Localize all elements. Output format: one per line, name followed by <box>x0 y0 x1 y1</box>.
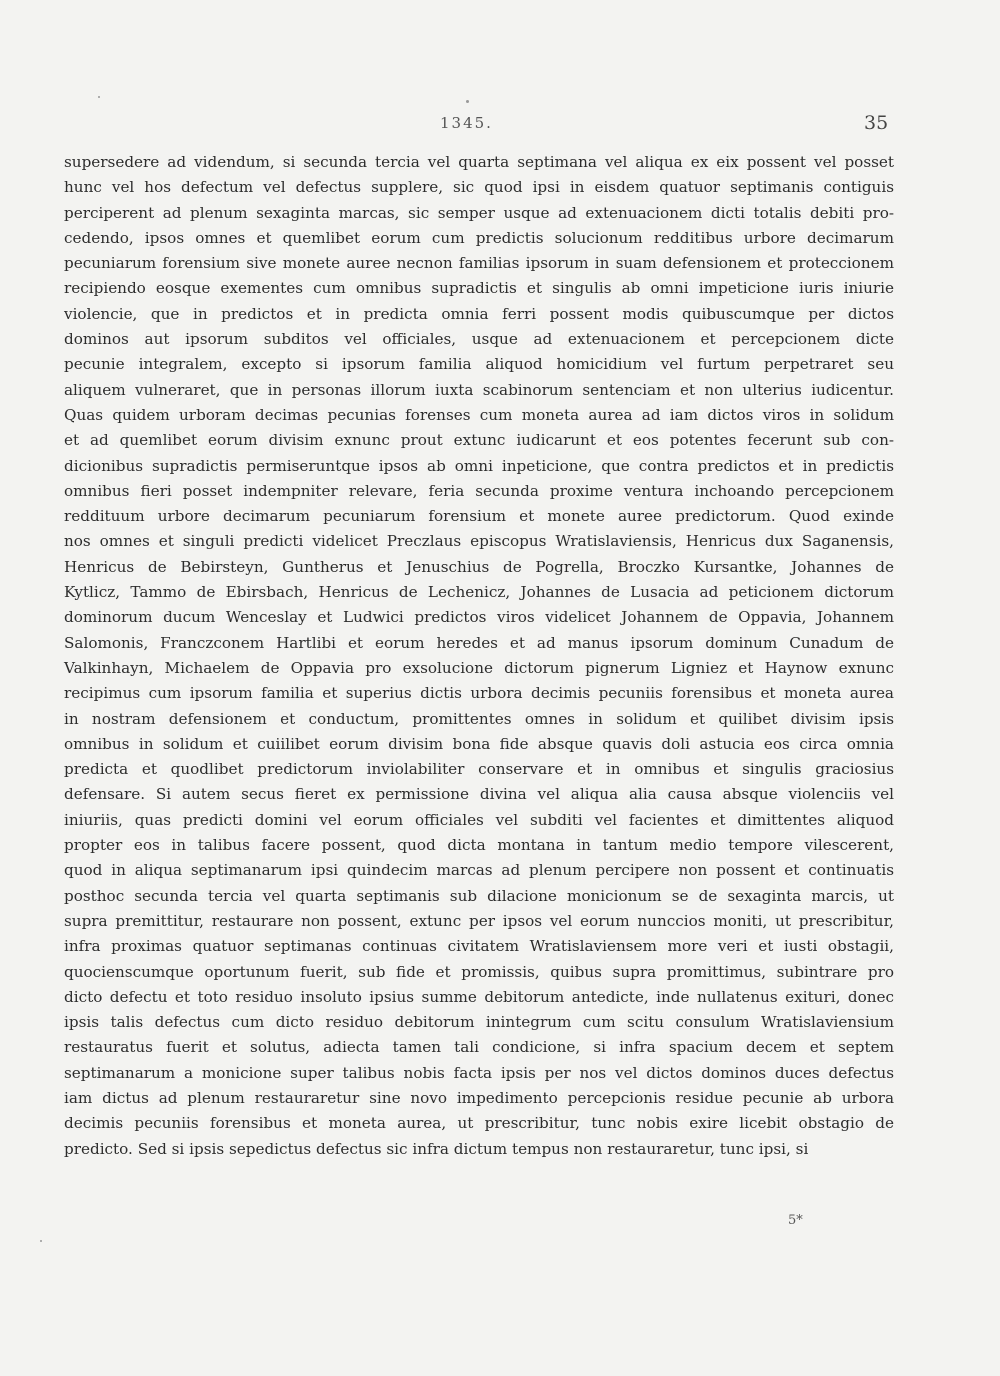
text-line: dominos aut ipsorum subditos vel officiales, usque ad extenuacionem et percepcionem dicte <box>64 330 894 349</box>
text-line: hunc vel hos defectum vel defectus supplere, sic quod ipsi in eisdem quatuor septimanis contiguis <box>64 178 894 197</box>
text-line: Salomonis, Franczconem Hartlibi et eorum heredes et ad manus ipsorum dominum Cunadum de <box>64 633 894 652</box>
text-line: iam dictus ad plenum restauraretur sine novo impedimento percepcionis residue pecunie ab urbora <box>64 1088 894 1107</box>
text-line: omnibus in solidum et cuiilibet eorum divisim bona fide absque quavis doli astucia eos circa omnia <box>64 734 894 753</box>
text-line: nos omnes et singuli predicti videlicet Preczlaus episcopus Wratislaviensis, Henricus dux Saganensis, <box>64 532 894 551</box>
text-line: defensare. Si autem secus fieret ex permissione divina vel aliqua alia causa absque violenciis vel <box>64 785 894 804</box>
text-line: septimanarum a monicione super talibus nobis facta ipsis per nos vel dictos dominos duces defectus <box>64 1063 894 1082</box>
text-line: pecunie integralem, excepto si ipsorum familia aliquod homicidium vel furtum perpetraret seu <box>64 355 894 374</box>
text-line: Valkinhayn, Michaelem de Oppavia pro exsolucione dictorum pignerum Ligniez et Haynow exnunc <box>64 658 894 677</box>
text-line: posthoc secunda tercia vel quarta septimanis sub dilacione monicionum se de sexaginta marcis, ut <box>64 886 894 905</box>
text-line: decimis pecuniis forensibus et moneta aurea, ut prescribitur, tunc nobis exire licebit obstagio de <box>64 1114 894 1133</box>
text-line: et ad quemlibet eorum divisim exnunc prout extunc iudicarunt et eos potentes fecerunt sub con- <box>64 431 894 450</box>
text-line: quod in aliqua septimanarum ipsi quindecim marcas ad plenum percipere non possent et continuatis <box>64 861 894 880</box>
page-number: 35 <box>864 112 889 134</box>
text-line: quocienscumque oportunum fuerit, sub fide et promissis, quibus supra promittimus, subintrare pro <box>64 962 894 981</box>
text-line: dicto defectu et toto residuo insoluto ipsius summe debitorum antedicte, inde nullatenus exituri, donec <box>64 987 894 1006</box>
text-line: supersedere ad videndum, si secunda tercia vel quarta septimana vel aliqua ex eix possent vel posset <box>64 153 894 171</box>
text-line: ipsis talis defectus cum dicto residuo debitorum inintegrum cum scitu consulum Wratislaviensium <box>64 1013 894 1032</box>
text-line: Quas quidem urboram decimas pecunias forenses cum moneta aurea ad iam dictos viros in solidum <box>64 405 894 424</box>
text-line: reddituum urbore decimarum pecuniarum forensium et monete auree predictorum. Quod exinde <box>64 507 894 526</box>
text-line: iniuriis, quas predicti domini vel eorum officiales vel subditi vel facientes et dimittentes aliquod <box>64 810 894 829</box>
text-line: Kytlicz, Tammo de Ebirsbach, Henricus de Lechenicz, Johannes de Lusacia ad peticionem dictorum <box>64 583 894 602</box>
scan-speck <box>98 96 100 98</box>
text-line: in nostram defensionem et conductum, promittentes omnes in solidum et quilibet divisim ipsis <box>64 709 894 728</box>
text-line: Henricus de Bebirsteyn, Guntherus et Jenuschius de Pogrella, Broczko Kursantke, Johannes de <box>64 557 894 576</box>
scan-speck <box>466 100 469 103</box>
text-line: cedendo, ipsos omnes et quemlibet eorum cum predictis solucionum redditibus urbore decimarum <box>64 228 894 247</box>
text-line: restauratus fuerit et solutus, adiecta tamen tali condicione, si infra spacium decem et septem <box>64 1038 894 1057</box>
text-line: dicionibus supradictis permiseruntque ipsos ab omni inpeticione, que contra predictos et in predictis <box>64 456 894 475</box>
text-line: supra premittitur, restaurare non possent, extunc per ipsos vel eorum nunccios moniti, ut prescribitur, <box>64 911 894 930</box>
text-line: recipiendo eosque exementes cum omnibus supradictis et singulis ab omni impeticione iuris iniurie <box>64 279 894 298</box>
text-line: pecuniarum forensium sive monete auree necnon familias ipsorum in suam defensionem et proteccionem <box>64 254 894 273</box>
text-line: omnibus fieri posset indempniter relevare, feria secunda proxime ventura inchoando percepcionem <box>64 481 894 500</box>
text-line: aliquem vulneraret, que in personas illorum iuxta scabinorum sentenciam et non ulterius iudicentur. <box>64 380 894 399</box>
signature-mark: 5* <box>788 1213 803 1228</box>
text-line: predicta et quodlibet predictorum inviolabiliter conservare et in omnibus et singulis graciosius <box>64 760 894 779</box>
text-line: violencie, que in predictos et in predicta omnia ferri possent modis quibuscumque per dictos <box>64 304 894 323</box>
text-line: infra proximas quatuor septimanas continuas civitatem Wratislaviensem more veri et iusti obstagii, <box>64 937 894 956</box>
text-line: dominorum ducum Wenceslay et Ludwici predictos viros videlicet Johannem de Oppavia, Johannem <box>64 608 894 627</box>
text-line: perciperent ad plenum sexaginta marcas, sic semper usque ad extenuacionem dicti totalis debiti pro- <box>64 203 894 222</box>
text-line: predicto. Sed si ipsis sepedictus defectus sic infra dictum tempus non restauraretur, tunc ipsi, si <box>64 1139 809 1158</box>
text-line: propter eos in talibus facere possent, quod dicta montana in tantum medio tempore vilescerent, <box>64 836 894 855</box>
scan-speck <box>40 1240 42 1242</box>
running-header-year: 1345. <box>440 114 493 132</box>
body-text <box>64 150 894 1162</box>
text-line: recipimus cum ipsorum familia et superius dictis urbora decimis pecuniis forensibus et moneta aurea <box>64 684 894 703</box>
